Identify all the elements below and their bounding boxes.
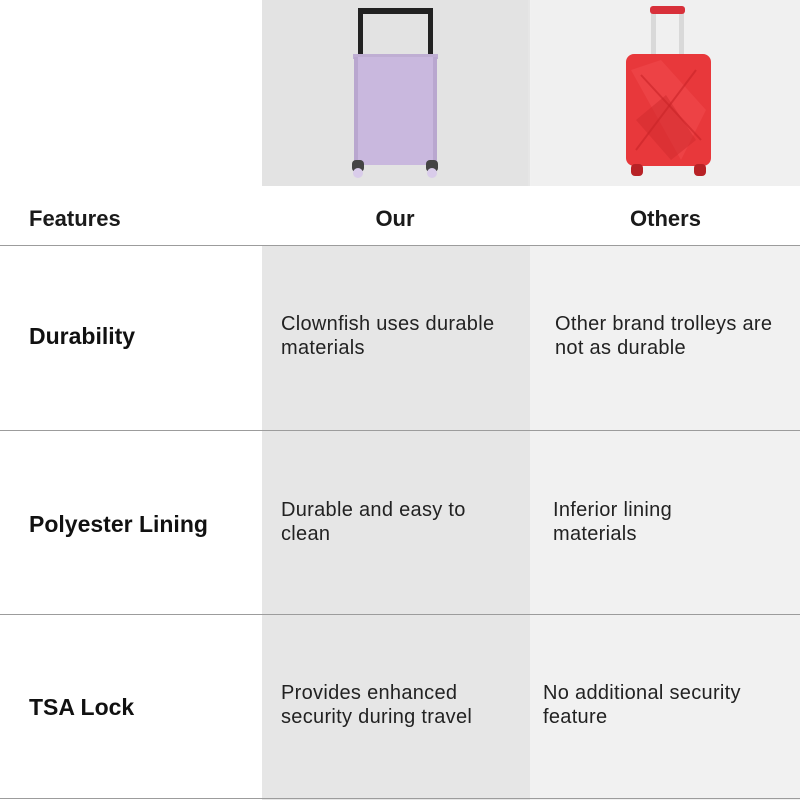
feature-label-durability: Durability	[29, 323, 136, 349]
red-suitcase-icon	[531, 0, 800, 186]
our-product-image	[262, 0, 528, 186]
features-column	[0, 0, 262, 800]
row-divider	[0, 798, 800, 799]
feature-label-polyester-lining: Polyester Lining	[29, 511, 208, 537]
lavender-suitcase-icon	[262, 0, 528, 186]
others-cell-tsa-lock: No additional security feature	[543, 682, 741, 728]
our-cell-tsa-lock: Provides enhanced security during travel	[281, 682, 473, 728]
others-cell-polyester-lining: Inferior lining materials	[553, 499, 673, 545]
row-divider	[0, 245, 800, 246]
others-cell-durability: Other brand trolleys are not as durable	[555, 313, 773, 359]
others-product-image	[531, 0, 800, 186]
header-features: Features	[29, 206, 121, 231]
feature-label-tsa-lock: TSA Lock	[29, 694, 135, 720]
row-divider	[0, 430, 800, 431]
our-cell-polyester-lining: Durable and easy to clean	[281, 499, 466, 545]
header-others: Others	[630, 206, 701, 231]
row-divider	[0, 614, 800, 615]
header-our: Our	[375, 206, 415, 231]
our-cell-durability: Clownfish uses durable materials	[281, 313, 495, 359]
